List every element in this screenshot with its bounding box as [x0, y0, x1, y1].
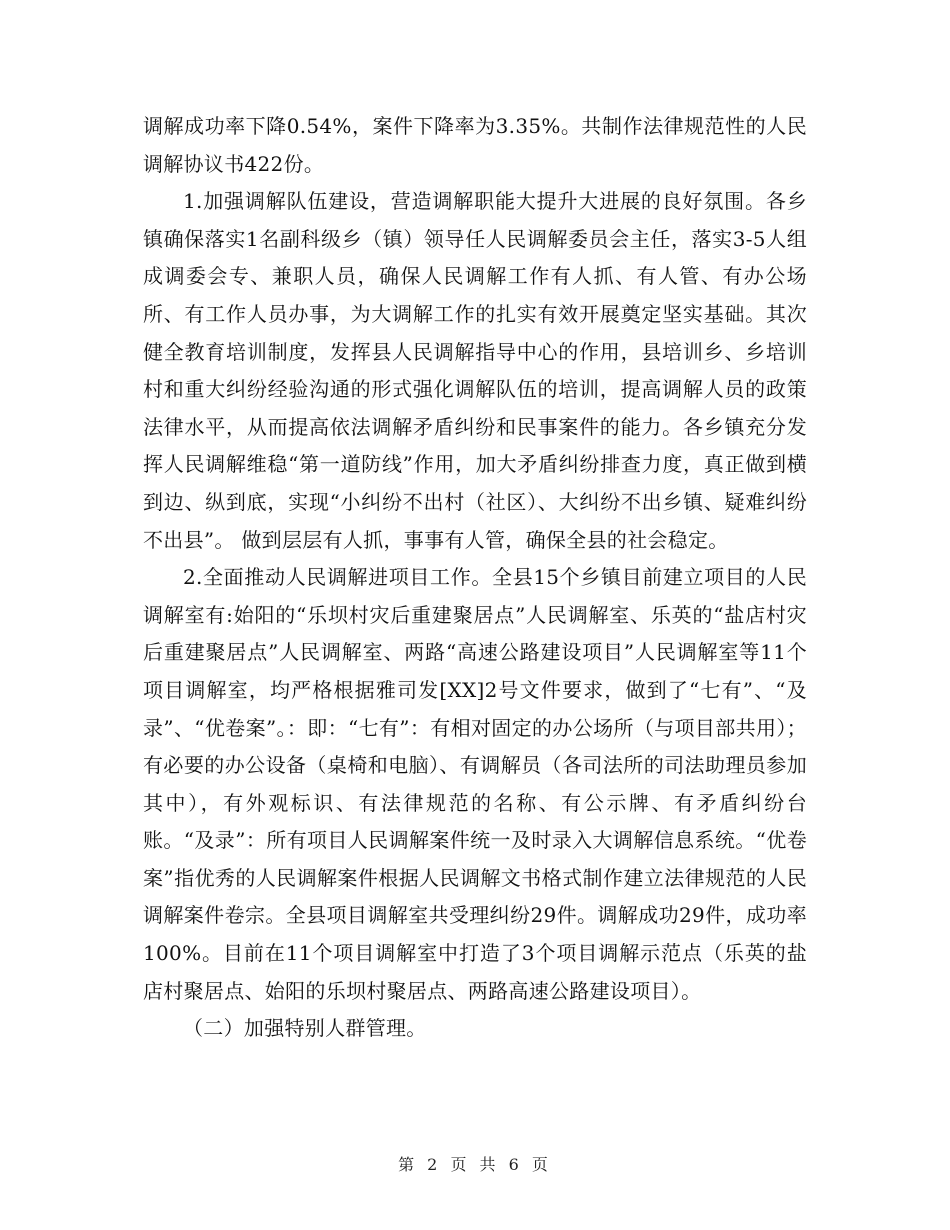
paragraph-4: （二）加强特别人群管理。: [183, 1016, 427, 1041]
paragraph-3: 2.全面推动人民调解进项目工作。全县15个乡镇目前建立项目的人民调解室有:始阳的“乐坝村灾后重建聚居点”人民调解室、乐英的“盐店村灾后重建聚居点”人民调解室、两路“高速公路建设项目”人民调解室等11个项目调解室，均严格根据雅司发[XX]2号文件要求，做到了“七有”、“及录”、“优卷案”。：即：“七有”：有相对固定的办公场所（与项目部共用）；有必要的办公设备（桌椅和电脑）、有调解员（各司法所的司法助理员参加其中），有外观标识、有法律规范的名称、有公示牌、有矛盾纠纷台账。“及录”：所有项目人民调解案件统一及时录入大调解信息系统。“优卷案”指优秀的人民调解案件根据人民调解文书格式制作建立法律规范的人民调解案件卷宗。全县项目调解室共受理纠纷29件。调解成功29件，成功率100%。目前在11个项目调解室中打造了3个项目调解示范点（乐英的盐店村聚居点、始阳的乐坝村聚居点、两路高速公路建设项目）。: [143, 565, 807, 1003]
paragraph-1: 调解成功率下降0.54%，案件下降率为3.35%。共制作法律规范性的人民调解协议书422份。: [143, 114, 807, 176]
paragraph-2: 1.加强调解队伍建设，营造调解职能大提升大进展的良好氛围。各乡镇确保落实1名副科级乡（镇）领导任人民调解委员会主任，落实3-5人组成调委会专、兼职人员，确保人民调解工作有人抓、有人管、有办公场所、有工作人员办事，为大调解工作的扎实有效开展奠定坚实基础。其次健全教育培训制度，发挥县人民调解指导中心的作用，县培训乡、乡培训村和重大纠纷经验沟通的形式强化调解队伍的培训，提高调解人员的政策法律水平，从而提高依法调解矛盾纠纷和民事案件的能力。各乡镇充分发挥人民调解维稳“第一道防线”作用，加大矛盾纠纷排查力度，真正做到横到边、纵到底，实现“小纠纷不出村（社区）、大纠纷不出乡镇、疑难纠纷不出县”。 做到层层有人抓，事事有人管，确保全县的社会稳定。: [143, 189, 807, 552]
document-body: [143, 108, 807, 1048]
page-footer: 第 2 页 共 6 页: [398, 1155, 552, 1174]
